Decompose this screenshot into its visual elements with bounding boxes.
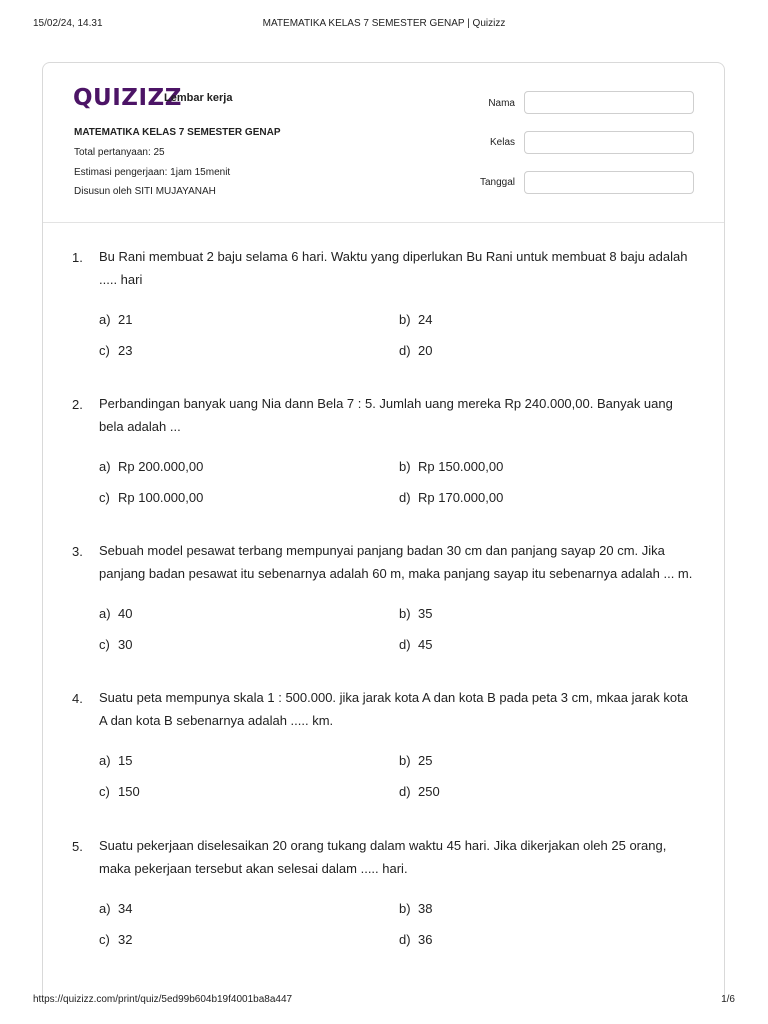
option-a [99,312,132,327]
option-text: Rp 170.000,00 [418,490,504,505]
option-text: 24 [418,312,433,327]
question-text: Bu Rani membuat 2 baju selama 6 hari. Waktu yang diperlukan Bu Rani untuk membuat 8 baju adalah ..... hari [99,249,688,287]
print-header [33,18,735,32]
option-text: 25 [418,753,433,768]
option-label: c) [99,343,110,358]
name-field[interactable] [524,91,694,114]
option-b [399,753,432,768]
option-a [99,606,132,621]
option-label: d) [399,637,411,652]
option-text: Rp 200.000,00 [118,459,204,474]
option-c [99,784,140,799]
question-number: 5. [72,839,83,854]
option-label: c) [99,637,110,652]
option-text: 45 [418,637,433,652]
question-text: Perbandingan banyak uang Nia dann Bela 7 : 5. Jumlah uang mereka Rp 240.000,00. Banyak uang bela adalah ... [99,396,673,434]
option-label: c) [99,490,110,505]
question-number: 1. [72,250,83,265]
worksheet-header [43,63,724,223]
question-text: Sebuah model pesawat terbang mempunyai panjang badan 30 cm dan panjang sayap 20 cm. Jika panjang badan pesawat itu sebenarnya adalah 60 m, maka panjang sayap itu sebenarnya adalah ... m. [99,543,693,581]
option-text: 38 [418,901,433,916]
question-text: Suatu peta mempunya skala 1 : 500.000. jika jarak kota A dan kota B pada peta 3 cm, mkaa jarak kota A dan kota B sebenarnya adalah ..... km. [99,690,688,728]
option-label: c) [99,932,110,947]
option-c [99,637,132,652]
option-text: 23 [118,343,133,358]
option-a [99,901,132,916]
option-text: 15 [118,753,133,768]
worksheet-type-label: Lembar kerja [164,92,233,104]
option-label: b) [399,753,411,768]
option-label: b) [399,901,411,916]
option-text: 30 [118,637,133,652]
option-text: 34 [118,901,133,916]
option-text: 20 [418,343,433,358]
option-d [399,490,503,505]
page-indicator: 1/6 [721,994,735,1005]
option-d [399,343,432,358]
option-c [99,343,132,358]
print-datetime: 15/02/24, 14.31 [33,18,103,29]
author: Disusun oleh SITI MUJAYANAH [74,186,216,197]
option-d [399,932,432,947]
question-number: 3. [72,544,83,559]
option-text: 21 [118,312,133,327]
option-label: b) [399,312,411,327]
option-label: a) [99,606,111,621]
option-d [399,784,440,799]
option-label: d) [399,343,411,358]
quizizz-logo: QUIZIZZ [73,85,182,111]
option-label: a) [99,312,111,327]
option-c [99,490,203,505]
option-label: c) [99,784,110,799]
option-a [99,459,203,474]
question-number: 2. [72,397,83,412]
option-label: b) [399,606,411,621]
option-text: 150 [118,784,140,799]
estimated-time: Estimasi pengerjaan: 1jam 15menit [74,167,231,178]
option-label: a) [99,901,111,916]
option-text: 35 [418,606,433,621]
option-label: d) [399,490,411,505]
total-questions: Total pertanyaan: 25 [74,147,165,158]
print-footer [33,994,735,1008]
class-field[interactable] [524,131,694,154]
option-text: 40 [118,606,133,621]
option-text: Rp 100.000,00 [118,490,204,505]
option-b [399,606,432,621]
option-label: a) [99,753,111,768]
option-label: a) [99,459,111,474]
option-b [399,901,432,916]
name-label: Nama [488,98,515,109]
question-number: 4. [72,691,83,706]
option-label: d) [399,932,411,947]
date-field[interactable] [524,171,694,194]
quiz-title: MATEMATIKA KELAS 7 SEMESTER GENAP [74,127,281,138]
option-a [99,753,132,768]
print-url: https://quizizz.com/print/quiz/5ed99b604b19f4001ba8a447 [33,994,293,1005]
option-text: 32 [118,932,133,947]
option-d [399,637,432,652]
date-label: Tanggal [479,177,515,188]
option-text: 36 [418,932,433,947]
option-label: b) [399,459,411,474]
question-text: Suatu pekerjaan diselesaikan 20 orang tukang dalam waktu 45 hari. Jika dikerjakan oleh 25 orang, maka pekerjaan tersebut akan selesai dalam ..... hari. [99,838,667,876]
class-label: Kelas [489,137,515,148]
print-page-title: MATEMATIKA KELAS 7 SEMESTER GENAP | Quizizz [262,18,506,29]
option-label: d) [399,784,411,799]
option-b [399,312,432,327]
option-b [399,459,503,474]
option-text: 250 [418,784,440,799]
option-text: Rp 150.000,00 [418,459,504,474]
option-c [99,932,132,947]
